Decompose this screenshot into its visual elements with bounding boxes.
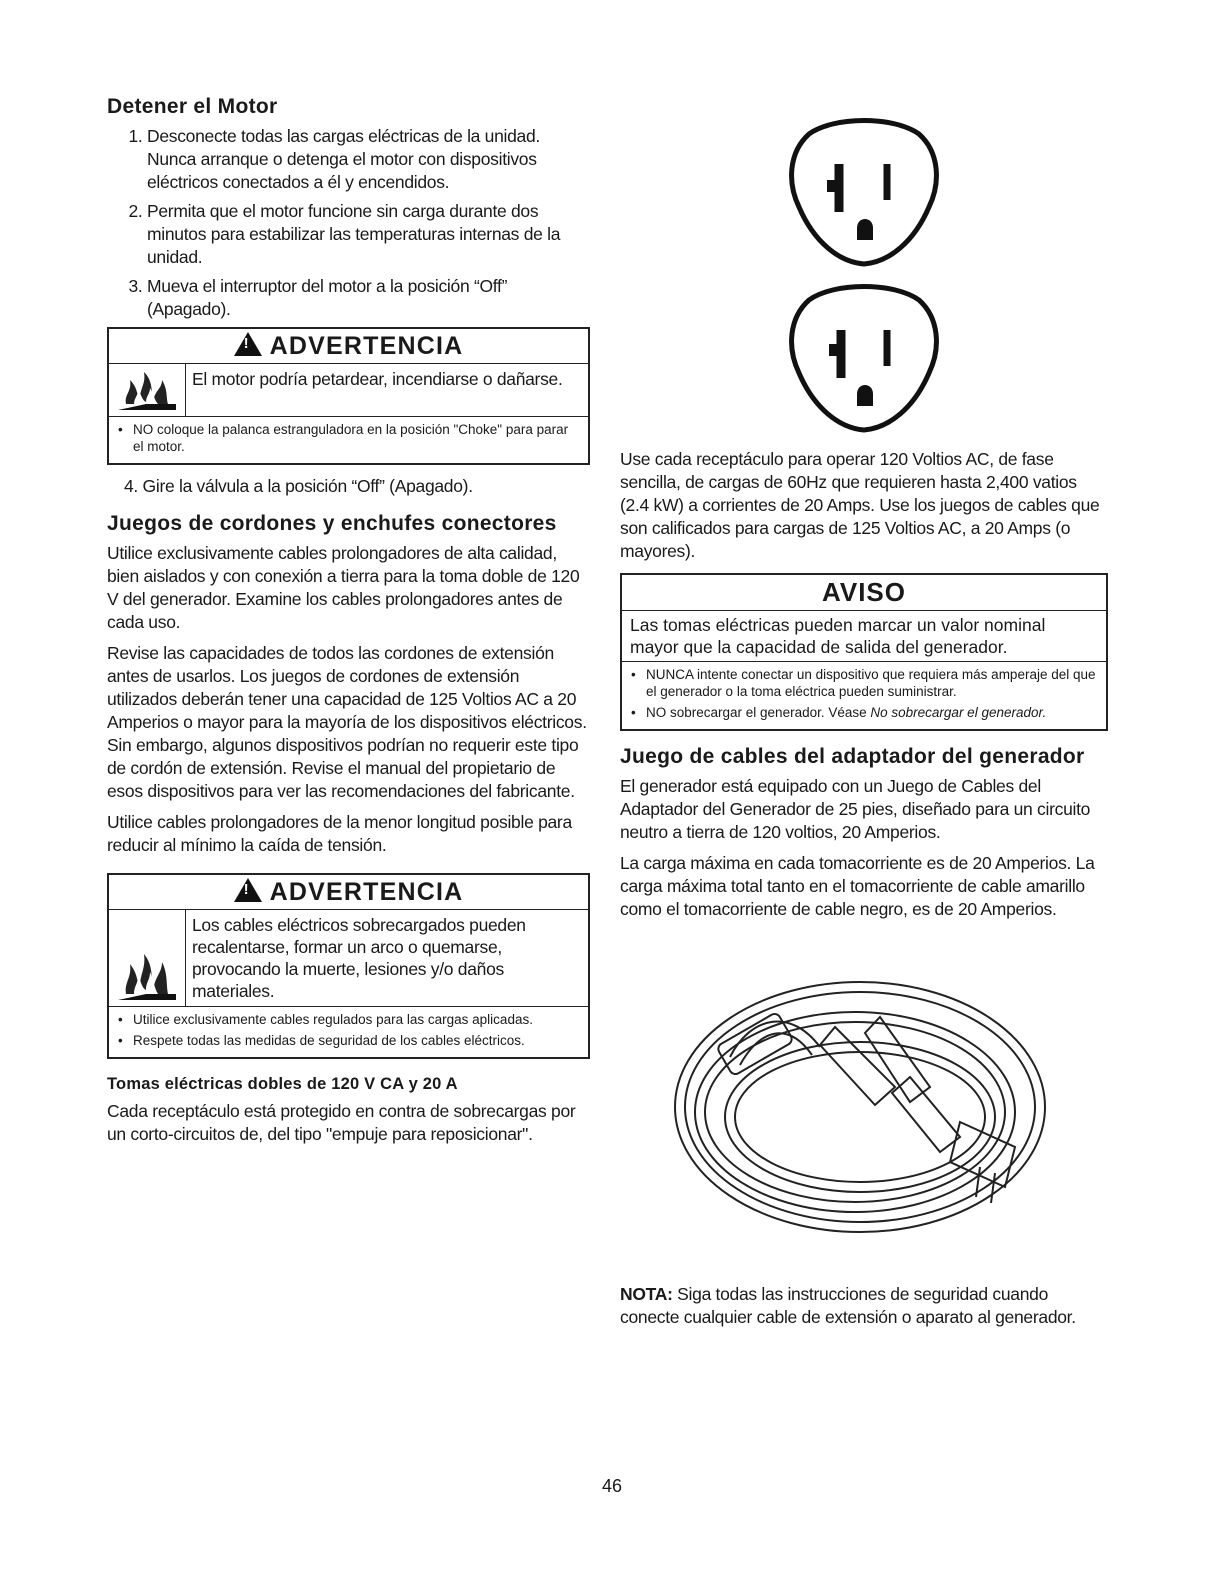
page-number: 46	[601, 1476, 623, 1496]
adapter-cord-illustration	[660, 937, 1060, 1247]
notice-bullet-2: • NO sobrecargar el generador. Véase No sobrecargar el generador.	[646, 704, 1098, 721]
notice-bullet-1: • NUNCA intente conectar un dispositivo que requiera más amperaje del que el generador o la toma eléctrica pueden suministrar.	[646, 666, 1098, 700]
adapter-title: Juego de cables del adaptador del generador	[620, 745, 1085, 768]
outlet-diagram-1	[779, 112, 949, 272]
warning-box-cables	[107, 873, 590, 1059]
adapter-paragraph-2: La carga máxima en cada tomacorriente es de 20 Amperios. La carga máxima total tanto en el tomacorriente de cable amarillo como el tomacorriente de cable negro, es de 20 Amperios.	[620, 853, 1095, 919]
outlets-paragraph: Cada receptáculo está protegido en contra de sobrecargas por un corto-circuitos de, del tipo "empuje para reposicionar".	[107, 1101, 576, 1144]
note-label: NOTA:	[620, 1284, 673, 1304]
warning-box-engine	[107, 327, 590, 465]
adapter-paragraph-1: El generador está equipado con un Juego de Cables del Adaptador del Generador de 25 pies, diseñado para un circuito neutro a tierra de 120 voltios, 20 Amperios.	[620, 776, 1091, 842]
stop-step-3: 3. Mueva el interruptor del motor a la posición “Off” (Apagado).	[147, 275, 590, 321]
cords-paragraph-2: Revise las capacidades de todos las cordones de extensión antes de usarlos. Los juegos de cordones de extensión utilizados deberán tener una capacidad de 125 Voltios AC a 20 Amperios o mayor para la mayoría de los dispositivos eléctricos. Sin embargo, algunos dispositivos podrían no requerir este tipo de cordón de extensión. Revise el manual del propietario de esos dispositivos para ver las recomendaciones del fabricante.	[107, 643, 587, 801]
warning-bullet-2: • Respete todas las medidas de seguridad de los cables eléctricos.	[133, 1032, 580, 1049]
notice-box	[620, 573, 1108, 731]
notice-text: Las tomas eléctricas pueden marcar un valor nominal mayor que la capacidad de salida del generador.	[622, 611, 1106, 662]
notice-bullet-2-ref: No sobrecargar el generador.	[870, 705, 1047, 720]
right-column	[620, 112, 1108, 1337]
warning-bullets	[109, 417, 588, 463]
use-paragraph: Use cada receptáculo para operar 120 Voltios AC, de fase sencilla, de cargas de 60Hz que requieren hasta 2,400 vatios (2.4 kW) a corrientes de 20 Amps. Use los juegos de cables que son calificados para cargas de 125 Voltios AC, a 20 Amps (o mayores).	[620, 449, 1100, 561]
fire-icon	[109, 364, 186, 416]
cords-paragraph-3: Utilice cables prolongadores de la menor longitud posible para reducir al mínimo la caída de tensión.	[107, 812, 572, 855]
stop-step-4: 4. Gire la válvula a la posición “Off” (Apagado).	[124, 476, 473, 496]
warning-text: El motor podría petardear, incendiarse o dañarse.	[192, 369, 563, 389]
cords-title: Juegos de cordones y enchufes conectores	[107, 512, 557, 535]
stop-motor-title: Detener el Motor	[107, 95, 278, 118]
warning-triangle-icon: !	[234, 332, 262, 356]
warning-header: ! ADVERTENCIA	[109, 329, 588, 364]
warning-text: Los cables eléctricos sobrecargados pueden recalentarse, formar un arco o quemarse, provocando la muerte, lesiones y/o daños materiales.	[192, 915, 526, 1001]
stop-steps-list	[107, 125, 590, 321]
warning-triangle-icon: !	[234, 878, 262, 902]
warning-bullet: • NO coloque la palanca estranguladora en la posición "Choke" para parar el motor.	[133, 421, 580, 455]
warning-bullets	[109, 1007, 588, 1057]
outlets-title: Tomas eléctricas dobles de 120 V CA y 20 A	[107, 1075, 458, 1093]
cords-paragraph-1: Utilice exclusivamente cables prolongadores de alta calidad, bien aislados y con conexión a tierra para la toma doble de 120 V del generador. Examine los cables prolongadores antes de cada uso.	[107, 543, 580, 632]
stop-step-1: 1. Desconecte todas las cargas eléctricas de la unidad. Nunca arranque o detenga el motor con dispositivos eléctricos conectados a él y encendidos.	[147, 125, 590, 194]
note-paragraph: NOTA: Siga todas las instrucciones de seguridad cuando conecte cualquier cable de extensión o aparato al generador.	[620, 1284, 1076, 1327]
notice-header: AVISO	[622, 575, 1106, 611]
left-column	[107, 95, 590, 1154]
fire-icon	[109, 910, 186, 1006]
notice-bullets	[622, 662, 1106, 729]
stop-step-2: 2. Permita que el motor funcione sin carga durante dos minutos para estabilizar las temperaturas internas de la unidad.	[147, 200, 590, 269]
outlet-diagram-2	[779, 278, 949, 438]
warning-bullet-1: • Utilice exclusivamente cables regulados para las cargas aplicadas.	[133, 1011, 580, 1028]
warning-header: ! ADVERTENCIA	[109, 875, 588, 910]
